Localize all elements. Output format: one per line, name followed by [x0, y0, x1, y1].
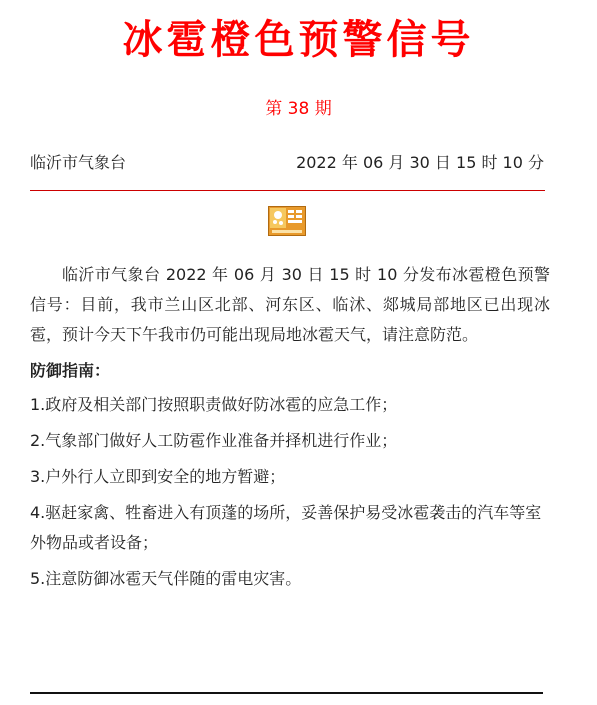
- issue-number: 第 38 期: [265, 99, 332, 119]
- defense-guide-title: 防御指南：: [30, 361, 111, 380]
- warning-title: 冰雹橙色预警信号: [122, 17, 475, 63]
- list-item: 3.户外行人立即到安全的地方暂避；: [30, 467, 286, 486]
- list-item: 1.政府及相关部门按照职责做好防冰雹的应急工作；: [30, 395, 398, 414]
- list-item: 4.驱赶家禽、牲畜进入有顶蓬的场所，妥善保护易受冰雹袭击的汽车等室外物品或者设备；: [30, 503, 542, 552]
- header-divider: [30, 190, 545, 191]
- warning-paragraph: 临沂市气象台 2022 年 06 月 30 日 15 时 10 分发布冰雹橙色预警信号：目前，我市兰山区北部、河东区、临沭、郯城局部地区已出现冰雹，预计今天下午我市仍可能出现局地冰雹天气，请注意防范。: [30, 265, 550, 344]
- warning-body: [30, 260, 550, 600]
- list-item: 5.注意防御冰雹天气伴随的雷电灾害。: [30, 569, 302, 588]
- issue-datetime: 2022 年 06 月 30 日 15 时 10 分: [296, 153, 544, 172]
- hail-orange-warning-icon: [268, 206, 306, 236]
- issuer-name: 临沂市气象台: [30, 153, 127, 172]
- footer-divider: [30, 692, 543, 694]
- list-item: 2.气象部门做好人工防雹作业准备并择机进行作业；: [30, 431, 398, 450]
